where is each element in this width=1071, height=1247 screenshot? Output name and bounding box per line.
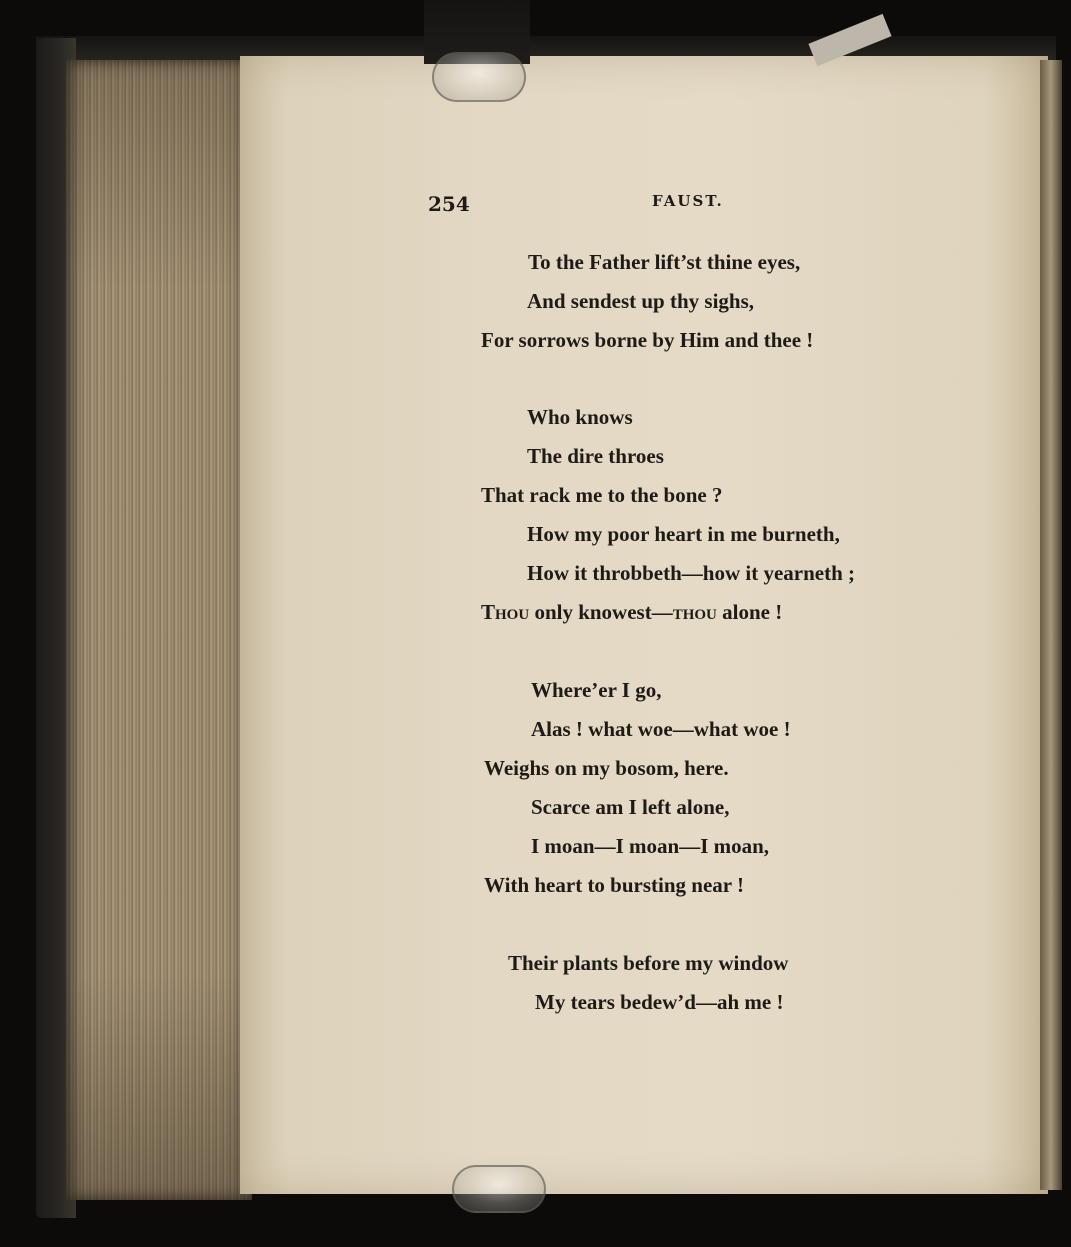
poem-line: That rack me to the bone ? [481,483,723,507]
poem-line: How it throbbeth—how it yearneth ; [527,561,856,585]
book-page [240,56,1048,1194]
poem-line: My tears bedew’d—ah me ! [535,990,784,1014]
line-fragment: only knowest— [529,600,673,624]
gutter-edge [1040,60,1062,1190]
small-caps-word: thou [672,600,717,624]
poem-line: Where’er I go, [531,678,662,702]
poem-line: How my poor heart in me burneth, [527,522,840,546]
poem-line [481,602,782,623]
poem-line: I moan—I moan—I moan, [531,834,770,858]
poem-line: For sorrows borne by Him and thee ! [481,328,814,352]
running-head: FAUST. [652,192,724,210]
poem-line: The dire throes [527,444,664,468]
line-fragment: alone ! [716,600,783,624]
page-number: 254 [428,192,470,216]
poem-line: To the Father lift’st thine eyes, [528,250,801,274]
book-clip-top [432,52,526,102]
poem-line: Scarce am I left alone, [531,795,730,819]
poem-line: Their plants before my window [508,951,789,975]
poem-line: Who knows [527,405,633,429]
poem-line: Alas ! what woe—what woe ! [531,717,791,741]
poem-line: Weighs on my bosom, here. [484,756,729,780]
poem-line: With heart to bursting near ! [484,873,744,897]
page-block-shade [66,60,252,1200]
book-clip-bottom [452,1165,546,1213]
poem-line: And sendest up thy sighs, [527,289,755,313]
small-caps-word: Thou [481,600,530,624]
